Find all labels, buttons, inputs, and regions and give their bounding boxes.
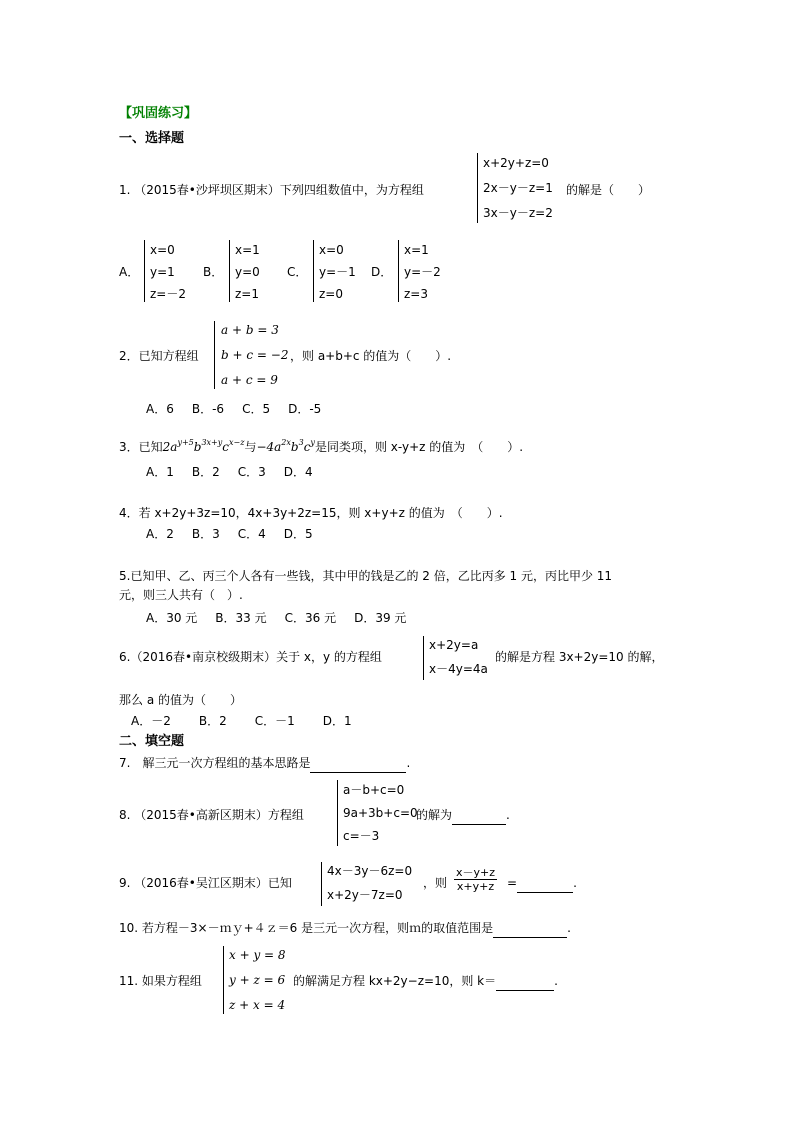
q9-answer-blank[interactable]	[517, 877, 573, 893]
q1-option-b-line: y=0	[235, 265, 260, 279]
q1-option-a-line: x=0	[150, 243, 175, 257]
q6-line2: 那么 a 的值为（ ）	[119, 693, 242, 707]
q1-option-c-line: y=－1	[319, 265, 356, 279]
q2-system-line: b + c = −2	[221, 348, 289, 362]
q2-prefix: 2．已知方程组	[119, 349, 199, 363]
q1-option-d-line: y=－2	[404, 265, 441, 279]
q1-prefix: 1. （2015春•沙坪坝区期末）下列四组数值中，为方程组	[119, 183, 424, 197]
q8-system-line: 9a+3b+c=0	[343, 806, 418, 820]
q7-answer-blank[interactable]	[310, 757, 406, 773]
q1-option-a-line: y=1	[150, 265, 175, 279]
q5-option: A．30 元	[146, 611, 198, 625]
q4-option: D．5	[283, 527, 313, 541]
q3-term2-exp: 3	[298, 438, 304, 447]
q5-option: B．33 元	[215, 611, 267, 625]
q1-system-line: x+2y+z=0	[483, 156, 549, 170]
q1-option-b-line: z=1	[235, 287, 259, 301]
q2-suffix: ，则 a+b+c 的值为（ ）.	[290, 349, 452, 363]
q3-term1-exp: x−z	[229, 438, 245, 447]
q11-system-line: x + y = 8	[229, 948, 286, 962]
q5-options	[146, 611, 424, 626]
q8-answer-line	[416, 808, 510, 825]
q4-text: 4．若 x+2y+3z=10，4x+3y+2z=15，则 x+y+z 的值为 （ ）.	[119, 506, 503, 520]
q2-system-line: a + b = 3	[221, 323, 279, 337]
q3-option: A．1	[146, 465, 174, 479]
q8-answer-blank[interactable]	[452, 809, 506, 825]
q3-term2-coef: −4a	[256, 440, 282, 454]
q11-answer-line	[293, 974, 558, 991]
q11-system-line: z + x = 4	[229, 998, 286, 1012]
q1-option-c-brace	[313, 240, 314, 302]
q9-prefix: 9. （2016春•吴江区期末）已知	[119, 876, 292, 890]
q7-text: 7. 解三元一次方程组的基本思路是	[119, 756, 311, 770]
q1-option-c-label: C．	[287, 265, 308, 279]
q3-prefix: 3．已知	[119, 440, 163, 454]
q2-system-line: a + c = 9	[221, 373, 278, 387]
q1-option-a-line: z=－2	[150, 287, 186, 301]
q1-option-b-label: B．	[203, 265, 224, 279]
q2-options	[146, 402, 339, 417]
q9-numerator: x－y+z	[456, 866, 496, 879]
q1-option-a-label: A．	[119, 265, 140, 279]
q7-line	[119, 756, 410, 773]
q9-equals: =	[507, 876, 518, 890]
q2-option: A．6	[146, 402, 174, 416]
q3-term1-coef: 2a	[162, 440, 178, 454]
q1-option-c-line: z=0	[319, 287, 343, 301]
q4-option: A．2	[146, 527, 174, 541]
q6-system-line: x－4y=4a	[429, 662, 488, 676]
q8-end: .	[506, 808, 510, 822]
q6-prefix: 6.（2016春•南京校级期末）关于 x，y 的方程组	[119, 650, 382, 664]
q6-system-line: x+2y=a	[429, 638, 479, 652]
q1-system-brace	[477, 153, 478, 223]
q10-line	[119, 921, 571, 938]
q3-term1-var: c	[222, 440, 229, 454]
q6-option: C．－1	[254, 714, 295, 728]
q3-term2	[256, 440, 315, 454]
q3-term1-var: b	[193, 440, 202, 454]
q9-middle: ，则	[423, 876, 448, 890]
q4-options	[146, 527, 331, 542]
q10-text: 10. 若方程－3×－ｍｙ+４ｚ＝6 是三元一次方程，则ｍ的取值范围是	[119, 921, 494, 935]
q3-option: B．2	[191, 465, 220, 479]
q5-line2: 元，则三人共有（ ）.	[119, 588, 243, 602]
q11-end: .	[554, 974, 558, 988]
part2-title: 二、填空题	[119, 734, 185, 749]
q9-denominator: x+y+z	[456, 880, 495, 893]
q3-term1-exp: y+5	[177, 438, 194, 447]
q1-option-d-line: x=1	[404, 243, 429, 257]
q11-system-line: y + z = 6	[229, 973, 286, 987]
q1-system-line: 2x－y－z=1	[483, 181, 553, 195]
q1-option-b-line: x=1	[235, 243, 260, 257]
q11-system-brace	[223, 946, 224, 1014]
q4-option: C．4	[237, 527, 266, 541]
q7-end: .	[406, 756, 411, 770]
q1-option-b-brace	[229, 240, 230, 302]
q6-system-brace	[423, 636, 424, 680]
q3-term2-var: b	[290, 440, 299, 454]
part1-title: 一、选择题	[119, 131, 185, 146]
q2-system-brace	[214, 321, 215, 389]
q1-option-a-brace	[144, 240, 145, 302]
q1-suffix: 的解是（ ）	[566, 183, 651, 197]
q8-system-line: a－b+c=0	[343, 783, 405, 797]
q3-term1-exp: 3x+y	[201, 438, 223, 447]
q6-option: D．1	[322, 714, 352, 728]
q9-system-line: 4x－3y－6z=0	[327, 864, 413, 878]
q10-answer-blank[interactable]	[493, 922, 567, 938]
q11-answer-blank[interactable]	[496, 975, 554, 991]
q9-fraction	[454, 866, 497, 893]
q3-option: D．4	[283, 465, 313, 479]
q2-option: D．-5	[288, 402, 322, 416]
q3-option: C．3	[237, 465, 266, 479]
q6-options	[131, 714, 370, 729]
q3-term2-exp: y	[310, 438, 315, 447]
q9-system-line: x+2y－7z=0	[327, 888, 403, 902]
q1-option-d-brace	[398, 240, 399, 302]
q3-options	[146, 465, 331, 480]
q3-term1	[163, 440, 245, 454]
q1-option-d-line: z=3	[404, 287, 428, 301]
q8-suffix: 的解为	[416, 808, 453, 822]
q1-system-line: 3x－y－z=2	[483, 206, 553, 220]
q3-term2-var: c	[303, 440, 311, 454]
q8-system-brace	[337, 780, 338, 846]
q6-option: A．－2	[131, 714, 171, 728]
q9-system-brace	[321, 862, 322, 906]
q9-answer-line	[507, 876, 577, 893]
q9-end: .	[573, 876, 577, 890]
q6-option: B．2	[198, 714, 227, 728]
q3-middle: 与	[244, 440, 257, 454]
q2-option: C．5	[242, 402, 271, 416]
q8-system-line: c=－3	[343, 829, 380, 843]
q5-line1: 5.已知甲、乙、丙三个人各有一些钱，其中甲的钱是乙的 2 倍，乙比丙多 1 元，丙比甲少 11	[119, 569, 613, 583]
q10-end: .	[567, 921, 571, 935]
q1-option-c-line: x=0	[319, 243, 344, 257]
q3-line	[119, 435, 523, 455]
q3-term2-exp: 2x	[281, 438, 291, 447]
q4-option: B．3	[191, 527, 220, 541]
q11-prefix: 11. 如果方程组	[119, 974, 202, 988]
q1-option-d-label: D．	[371, 265, 393, 279]
q8-prefix: 8. （2015春•高新区期末）方程组	[119, 808, 304, 822]
section-title: 【巩固练习】	[119, 106, 198, 121]
q5-option: C．36 元	[284, 611, 337, 625]
q2-option: B．-6	[191, 402, 225, 416]
q5-option: D．39 元	[354, 611, 407, 625]
q3-suffix: 是同类项，则 x-y+z 的值为 （ ）.	[314, 440, 524, 454]
q6-suffix: 的解是方程 3x+2y=10 的解，	[495, 650, 664, 664]
q11-suffix: 的解满足方程 kx+2y−z=10，则 k＝	[293, 974, 497, 988]
